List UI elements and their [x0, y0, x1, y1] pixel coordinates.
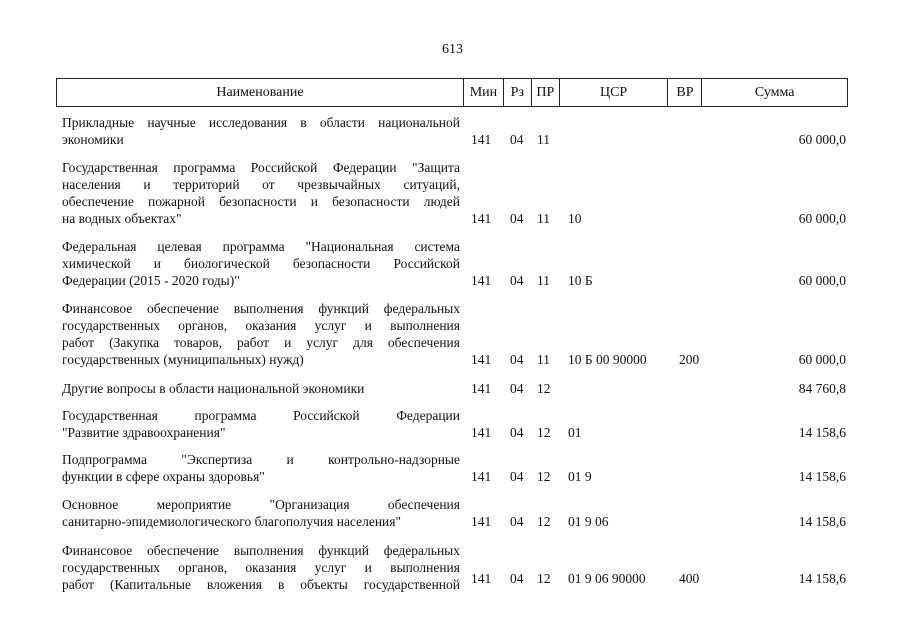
cell-sum: 14 158,6: [798, 425, 846, 440]
table-header: [56, 78, 848, 107]
row-description: [62, 542, 460, 593]
cell-min: 141: [471, 211, 492, 226]
cell-min: 141: [471, 571, 492, 586]
cell-pr: 11: [537, 132, 550, 147]
description-line: населения и территорий от чрезвычайных ситуаций,: [62, 177, 460, 192]
description-line: Федерации (2015 - 2020 годы)": [62, 273, 240, 288]
header-rz: Рз: [504, 79, 532, 106]
cell-pr: 11: [537, 211, 550, 226]
row-description: [62, 451, 460, 485]
cell-csr: 01 9 06 90000: [568, 571, 646, 586]
cell-min: 141: [471, 469, 492, 484]
row-description: [62, 300, 460, 368]
cell-csr: 01 9: [568, 469, 592, 484]
row-description: [62, 159, 460, 227]
description-line: санитарно-эпидемиологического благополучия населения": [62, 514, 401, 529]
cell-csr: 01: [568, 425, 582, 440]
description-line: государственных органов, оказания услуг и выполнения: [62, 560, 460, 575]
cell-vr: 200: [679, 352, 700, 367]
description-line: на водных объектах": [62, 211, 182, 226]
cell-sum: 60 000,0: [798, 132, 846, 147]
description-line: Основное мероприятие "Организация обеспечения: [62, 497, 460, 512]
cell-pr: 12: [537, 425, 551, 440]
cell-pr: 11: [537, 352, 550, 367]
cell-rz: 04: [510, 425, 524, 440]
cell-min: 141: [471, 381, 492, 396]
cell-sum: 60 000,0: [798, 211, 846, 226]
description-line: Подпрограмма "Экспертиза и контрольно-надзорные: [62, 452, 460, 467]
cell-pr: 12: [537, 514, 551, 529]
description-line: Другие вопросы в области национальной экономики: [62, 381, 365, 396]
cell-min: 141: [471, 425, 492, 440]
description-line: Государственная программа Российской Федерации "Защита: [62, 160, 460, 175]
row-description: [62, 114, 460, 148]
header-sum: Сумма: [754, 84, 795, 100]
cell-sum: 14 158,6: [798, 571, 846, 586]
description-line: "Развитие здравоохранения": [62, 425, 226, 440]
description-line: Финансовое обеспечение выполнения функций федеральных: [62, 543, 460, 558]
cell-rz: 04: [510, 211, 524, 226]
cell-rz: 04: [510, 273, 524, 288]
description-line: государственных органов, оказания услуг и выполнения: [62, 318, 460, 333]
page-number: 613: [442, 42, 463, 57]
description-line: государственных (муниципальных) нужд): [62, 352, 304, 367]
description-line: работ (Капитальные вложения в объекты государственной: [62, 577, 460, 592]
description-line: функции в сфере охраны здоровья": [62, 469, 265, 484]
header-min: Мин: [464, 79, 504, 106]
header-pr: ПР: [532, 79, 560, 106]
cell-rz: 04: [510, 469, 524, 484]
cell-csr: 10: [568, 211, 582, 226]
description-line: экономики: [62, 132, 124, 147]
cell-csr: 10 Б: [568, 273, 593, 288]
row-description: [62, 238, 460, 289]
cell-vr: 400: [679, 571, 700, 586]
description-line: химической и биологической безопасности Российской: [62, 256, 460, 271]
header-vr: ВР: [668, 79, 702, 106]
cell-sum: 84 760,8: [798, 381, 846, 396]
cell-min: 141: [471, 352, 492, 367]
cell-pr: 12: [537, 469, 551, 484]
cell-rz: 04: [510, 514, 524, 529]
cell-sum: 14 158,6: [798, 469, 846, 484]
description-line: Федеральная целевая программа "Национальная система: [62, 239, 460, 254]
description-line: Государственная программа Российской Федерации: [62, 408, 460, 423]
cell-pr: 11: [537, 273, 550, 288]
cell-csr: 01 9 06: [568, 514, 609, 529]
cell-sum: 60 000,0: [798, 273, 846, 288]
cell-pr: 12: [537, 381, 551, 396]
cell-csr: 10 Б 00 90000: [568, 352, 647, 367]
cell-rz: 04: [510, 571, 524, 586]
description-line: Финансовое обеспечение выполнения функций федеральных: [62, 301, 460, 316]
row-description: [62, 380, 460, 397]
cell-sum: 14 158,6: [798, 514, 846, 529]
cell-min: 141: [471, 514, 492, 529]
header-name: Наименование: [57, 79, 464, 106]
cell-rz: 04: [510, 352, 524, 367]
cell-min: 141: [471, 132, 492, 147]
cell-rz: 04: [510, 381, 524, 396]
description-line: Прикладные научные исследования в области национальной: [62, 115, 460, 130]
row-description: [62, 496, 460, 530]
description-line: обеспечение пожарной безопасности и безопасности людей: [62, 194, 460, 209]
cell-pr: 12: [537, 571, 551, 586]
description-line: работ (Закупка товаров, работ и услуг для обеспечения: [62, 335, 460, 350]
cell-sum: 60 000,0: [798, 352, 846, 367]
header-csr: ЦСР: [560, 79, 669, 106]
cell-min: 141: [471, 273, 492, 288]
row-description: [62, 407, 460, 441]
cell-rz: 04: [510, 132, 524, 147]
